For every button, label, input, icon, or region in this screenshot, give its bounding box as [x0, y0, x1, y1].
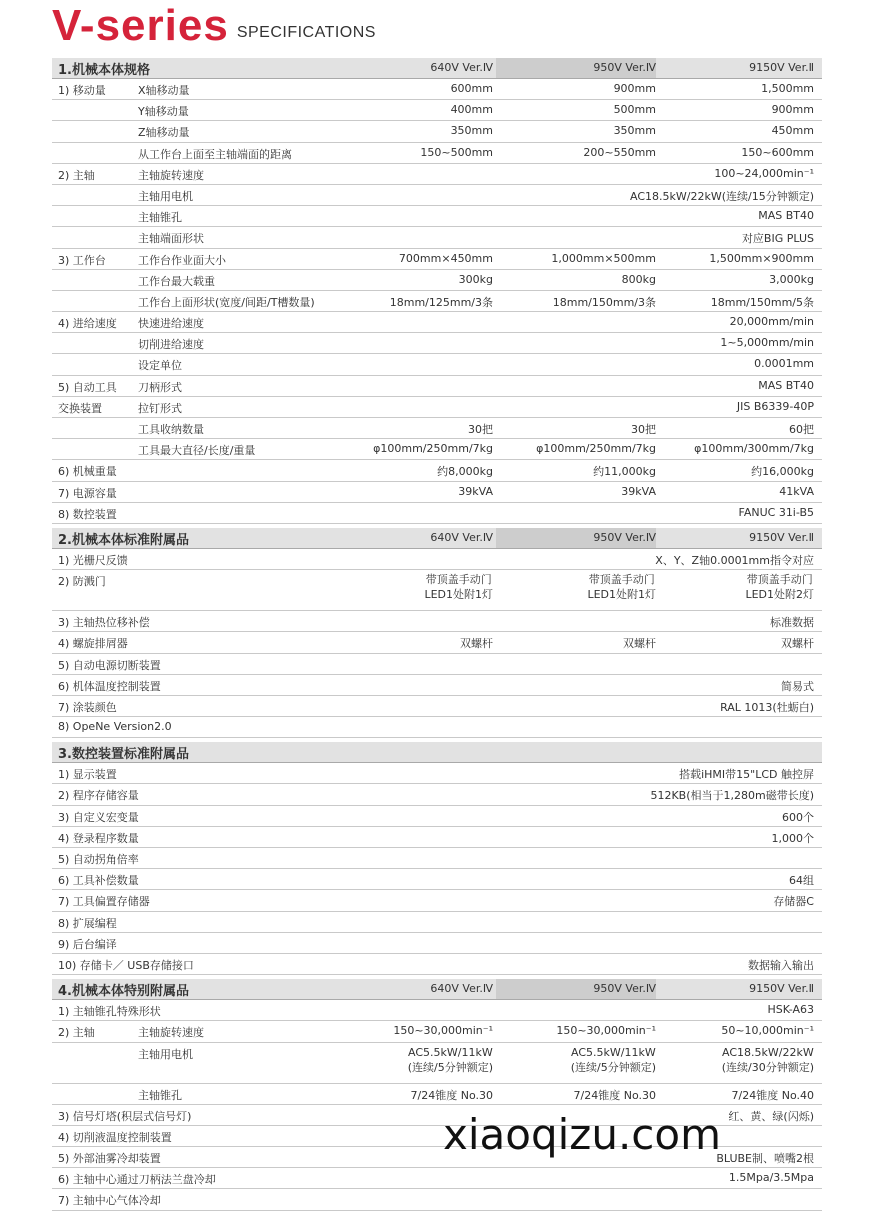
value-9150v: 64组 [789, 874, 814, 888]
row-item: 主轴锥孔 [138, 1088, 182, 1102]
value-9150v: 对应BIG PLUS [741, 232, 814, 246]
value-640v: 30把 [468, 423, 493, 436]
spec-section [52, 742, 822, 975]
value-640v: φ100mm/250mm/7kg [373, 442, 493, 456]
value-9150v: φ100mm/300mm/7kg [694, 442, 814, 456]
column-header: 950V Ver.Ⅳ [593, 530, 656, 544]
spec-row [52, 206, 822, 227]
value-9150v: BLUBE制、喷嘴2根 [716, 1152, 814, 1166]
row-category: 5) 自动电源切断装置 [58, 658, 161, 672]
value-950v: 900mm [613, 82, 656, 95]
spec-row [52, 632, 822, 653]
value-950v: 约11,000kg [593, 465, 656, 479]
row-category: 6) 工具补偿数量 [58, 874, 139, 888]
row-category: 3) 工作台 [58, 253, 106, 267]
spec-row [52, 1021, 822, 1042]
row-category: 交换装置 [58, 401, 102, 415]
value-9150v: AC18.5kW/22kW (连续/30分钟额定) [721, 1045, 814, 1074]
row-category: 3) 信号灯塔(积层式信号灯) [58, 1109, 192, 1123]
value-9150v: HSK-A63 [767, 1003, 814, 1017]
row-category: 8) 扩展编程 [58, 916, 117, 930]
section-header [52, 742, 822, 763]
specifications-label: SPECIFICATIONS [236, 24, 376, 41]
row-category: 8) 数控装置 [58, 507, 117, 521]
value-640v: 150~500mm [420, 145, 493, 159]
value-9150v: 7/24锥度 No.40 [731, 1088, 814, 1102]
value-9150v: 数据输入输出 [748, 958, 814, 972]
row-category: 10) 存储卡／ USB存储接口 [58, 958, 194, 972]
row-item: 工作台最大载重 [138, 274, 215, 288]
spec-row [52, 570, 822, 611]
value-9150v: MAS BT40 [758, 209, 814, 223]
row-item: 工具最大直径/长度/重量 [138, 444, 256, 458]
spec-row [52, 933, 822, 954]
row-item: 主轴用电机 [138, 189, 193, 203]
value-9150v: 600个 [782, 810, 814, 824]
row-item: 主轴锥孔 [138, 211, 182, 225]
value-9150v: JIS B6339-40P [736, 399, 814, 413]
row-category: 7) 主轴中心气体冷却 [58, 1194, 161, 1208]
section-header [52, 528, 822, 549]
row-category: 7) 涂装颜色 [58, 700, 117, 714]
spec-row [52, 121, 822, 142]
value-9150v: 60把 [789, 423, 814, 436]
value-640v: 约8,000kg [437, 465, 493, 479]
spec-row [52, 763, 822, 784]
value-9150v: 512KB(相当于1,280m磁带长度) [650, 789, 814, 803]
value-9150v: 存储器C [773, 895, 814, 909]
row-category: 4) 螺旋排屑器 [58, 637, 128, 651]
value-640v: 18mm/125mm/3条 [389, 295, 493, 309]
row-category: 5) 自动工具 [58, 380, 117, 394]
value-9150v: 1,500mm [761, 82, 814, 95]
spec-section [52, 58, 822, 524]
spec-row [52, 696, 822, 717]
row-item: 工作台上面形状(宽度/间距/T槽数量) [138, 295, 315, 309]
value-640v: 300kg [458, 272, 493, 286]
value-640v: 700mm×450mm [398, 251, 493, 265]
value-9150v: FANUC 31i-B5 [738, 505, 814, 519]
row-category: 6) 主轴中心通过刀柄法兰盘冷却 [58, 1173, 216, 1187]
value-9150v: 450mm [771, 124, 814, 138]
value-950v: AC5.5kW/11kW (连续/5分钟额定) [570, 1045, 656, 1074]
value-950v: φ100mm/250mm/7kg [536, 442, 656, 456]
row-category: 2) 主轴 [58, 168, 95, 182]
spec-row [52, 312, 822, 333]
value-9150v: MAS BT40 [758, 378, 814, 392]
value-9150v: 1,000个 [771, 831, 814, 845]
value-950v: 39kVA [621, 484, 656, 498]
spec-row [52, 249, 822, 270]
spec-row [52, 954, 822, 975]
value-950v: 200~550mm [583, 145, 656, 159]
row-category: 3) 主轴热位移补偿 [58, 616, 150, 630]
value-9150v: 100~24,000min⁻¹ [714, 166, 814, 180]
value-9150v: X、Y、Z轴0.0001mm指令对应 [655, 553, 814, 567]
spec-section [52, 528, 822, 738]
spec-row [52, 912, 822, 933]
row-item: 刀柄形式 [138, 380, 182, 394]
value-950v: 7/24锥度 No.30 [573, 1088, 656, 1102]
value-9150v: 3,000kg [769, 272, 814, 286]
value-9150v: RAL 1013(牡蛎白) [720, 700, 814, 714]
value-9150v: 20,000mm/min [729, 315, 814, 329]
spec-row [52, 611, 822, 632]
row-category: 5) 外部油雾冷却装置 [58, 1152, 161, 1166]
spec-row [52, 100, 822, 121]
section-title: 3.数控装置标准附属品 [58, 747, 189, 763]
value-9150v: AC18.5kW/22kW(连续/15分钟额定) [630, 189, 814, 203]
value-950v: 150~30,000min⁻¹ [556, 1024, 656, 1038]
value-9150v: 1.5Mpa/3.5Mpa [728, 1171, 814, 1185]
row-item: 主轴旋转速度 [138, 1026, 204, 1040]
section-title: 4.机械本体特别附属品 [58, 984, 189, 1000]
row-item: 快速进给速度 [138, 317, 204, 331]
row-item: 主轴旋转速度 [138, 168, 204, 182]
row-item: 切削进给速度 [138, 338, 204, 352]
row-item: 拉钉形式 [138, 401, 182, 415]
row-category: 4) 进给速度 [58, 317, 117, 331]
row-item: 工作台作业面大小 [138, 253, 226, 267]
spec-section [52, 979, 822, 1211]
value-9150v: 标准数据 [770, 616, 814, 630]
column-header: 950V Ver.Ⅳ [593, 61, 656, 74]
row-category: 1) 移动量 [58, 84, 106, 97]
section-header [52, 58, 822, 79]
value-9150v: 1~5,000mm/min [720, 336, 814, 350]
spec-row [52, 482, 822, 503]
row-item: 主轴用电机 [138, 1047, 193, 1061]
spec-row [52, 654, 822, 675]
section-title: 1.机械本体规格 [58, 63, 150, 78]
value-950v: 1,000mm×500mm [551, 251, 656, 265]
value-640v: 600mm [450, 82, 493, 95]
spec-row [52, 1043, 822, 1084]
brand-header [52, 1, 376, 50]
value-9150v: 50~10,000min⁻¹ [721, 1024, 814, 1038]
row-category: 7) 电源容量 [58, 486, 117, 500]
value-950v: 500mm [613, 103, 656, 117]
value-9150v: 带顶盖手动门 LED1处附2灯 [745, 573, 814, 602]
spec-row [52, 1189, 822, 1210]
value-9150v: 18mm/150mm/5条 [710, 295, 814, 309]
spec-row [52, 333, 822, 354]
value-9150v: 搭载iHMI带15"LCD 触控屏 [679, 768, 814, 782]
row-category: 2) 主轴 [58, 1026, 95, 1040]
spec-row [52, 227, 822, 248]
row-category: 6) 机械重量 [58, 465, 117, 479]
row-category: 1) 主轴锥孔特殊形状 [58, 1005, 161, 1019]
spec-row [52, 439, 822, 460]
row-category: 7) 工具偏置存储器 [58, 895, 150, 909]
spec-row [52, 869, 822, 890]
column-header: 640V Ver.Ⅳ [430, 982, 493, 996]
spec-row [52, 185, 822, 206]
column-header: 640V Ver.Ⅳ [430, 530, 493, 544]
value-640v: AC5.5kW/11kW (连续/5分钟额定) [407, 1045, 493, 1074]
spec-row [52, 143, 822, 164]
value-640v: 350mm [450, 124, 493, 138]
spec-table [52, 58, 822, 1215]
spec-row [52, 848, 822, 869]
value-9150v: 红、黄、绿(闪烁) [728, 1109, 814, 1123]
spec-row [52, 354, 822, 375]
spec-row [52, 806, 822, 827]
spec-row [52, 79, 822, 100]
row-category: 4) 切削液温度控制装置 [58, 1130, 172, 1144]
spec-row [52, 397, 822, 418]
value-9150v: 150~600mm [741, 145, 814, 159]
column-header: 9150V Ver.Ⅱ [749, 982, 814, 996]
row-item: 主轴端面形状 [138, 232, 204, 246]
value-9150v: 双螺杆 [781, 637, 814, 651]
row-item: Z轴移动量 [138, 126, 190, 140]
row-category: 5) 自动拐角倍率 [58, 853, 139, 866]
spec-row [52, 291, 822, 312]
spec-row [52, 460, 822, 481]
row-category: 1) 显示装置 [58, 768, 117, 782]
spec-row [52, 418, 822, 439]
value-640v: 400mm [450, 103, 493, 117]
spec-row [52, 717, 822, 738]
spec-row [52, 503, 822, 524]
row-category: 1) 光栅尺反馈 [58, 553, 128, 567]
column-header: 950V Ver.Ⅳ [593, 982, 656, 996]
value-9150v: 0.0001mm [754, 357, 814, 371]
value-640v: 39kVA [458, 484, 493, 498]
value-9150v: 简易式 [781, 679, 814, 693]
value-9150v: 41kVA [779, 484, 814, 498]
value-640v: 带顶盖手动门 LED1处附1灯 [424, 573, 493, 602]
value-9150v: 900mm [771, 103, 814, 117]
spec-row [52, 1084, 822, 1105]
spec-row [52, 270, 822, 291]
column-header: 9150V Ver.Ⅱ [749, 530, 814, 544]
section-header [52, 979, 822, 1000]
spec-row [52, 827, 822, 848]
spec-row [52, 164, 822, 185]
value-950v: 350mm [613, 124, 656, 138]
column-header: 9150V Ver.Ⅱ [749, 61, 814, 74]
value-9150v: 1,500mm×900mm [709, 251, 814, 265]
spec-row [52, 784, 822, 805]
row-category: 2) 防溅门 [58, 575, 106, 589]
value-640v: 150~30,000min⁻¹ [393, 1024, 493, 1038]
column-header: 640V Ver.Ⅳ [430, 61, 493, 74]
row-item: 从工作台上面至主轴端面的距离 [138, 147, 292, 161]
row-item: 设定单位 [138, 359, 182, 373]
series-logo: V-series [52, 1, 229, 50]
value-950v: 带顶盖手动门 LED1处附1灯 [587, 573, 656, 602]
value-640v: 双螺杆 [460, 637, 493, 651]
spec-row [52, 890, 822, 911]
spec-row [52, 1000, 822, 1021]
spec-row [52, 376, 822, 397]
row-item: 工具收纳数量 [138, 423, 204, 436]
row-item: Y轴移动量 [138, 105, 189, 119]
row-category: 4) 登录程序数量 [58, 831, 139, 845]
row-category: 6) 机体温度控制装置 [58, 679, 161, 693]
row-item: X轴移动量 [138, 84, 190, 97]
spec-row [52, 675, 822, 696]
value-950v: 18mm/150mm/3条 [552, 295, 656, 309]
section-title: 2.机械本体标准附属品 [58, 532, 189, 548]
watermark: xiaoqizu.com [443, 1110, 722, 1159]
value-950v: 30把 [631, 423, 656, 436]
value-9150v: 约16,000kg [751, 465, 814, 479]
row-category: 9) 后台编译 [58, 937, 117, 951]
spec-row [52, 549, 822, 570]
row-category: 8) OpeNe Version2.0 [58, 720, 172, 734]
value-950v: 800kg [621, 272, 656, 286]
value-950v: 双螺杆 [623, 637, 656, 651]
row-category: 3) 自定义宏变量 [58, 810, 139, 824]
value-640v: 7/24锥度 No.30 [410, 1088, 493, 1102]
row-category: 2) 程序存储容量 [58, 789, 139, 803]
